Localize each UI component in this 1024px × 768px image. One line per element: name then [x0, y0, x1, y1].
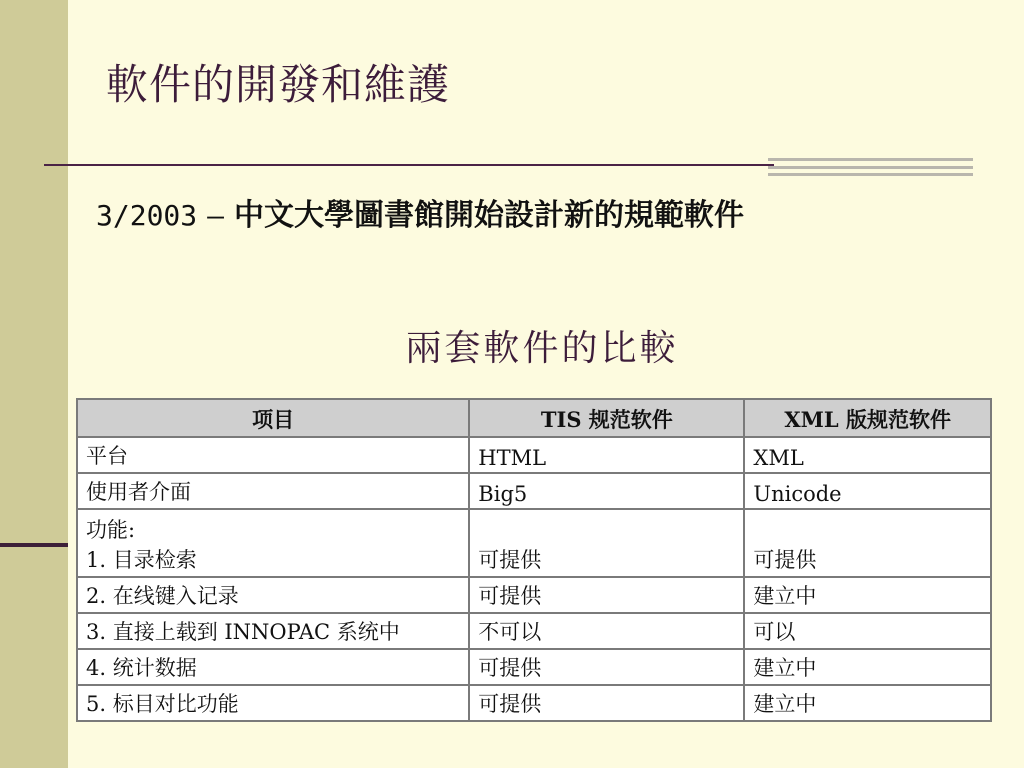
cell-tis: 可提供: [469, 649, 744, 685]
comparison-subtitle: 兩套軟件的比較: [405, 328, 679, 369]
table-row: [77, 437, 991, 473]
cell-item: [77, 509, 469, 577]
cell-item: 平台: [77, 437, 469, 473]
bullet-text: 中文大學圖書館開始設計新的規範軟件: [234, 198, 745, 233]
cell-xml: 可以: [744, 613, 991, 649]
cell-tis: Big5: [469, 473, 744, 509]
cell-tis: 不可以: [469, 613, 744, 649]
cell-item: 5. 标目对比功能: [77, 685, 469, 721]
cell-item: 3. 直接上载到 INNOPAC 系统中: [77, 613, 469, 649]
header-tis: TIS 规范软件: [469, 399, 744, 437]
table-row: [77, 577, 991, 613]
title-divider: [44, 164, 774, 166]
table-row: [77, 509, 991, 577]
bullet-line: [96, 190, 744, 234]
title-divider-accent: [768, 158, 973, 178]
bullet-dash: –: [207, 199, 225, 232]
feature-heading: 功能:: [86, 518, 136, 542]
cell-tis: 可提供: [469, 577, 744, 613]
cell-xml: 建立中: [744, 649, 991, 685]
cell-xml: 可提供: [744, 509, 991, 577]
header-xml: XML 版规范软件: [744, 399, 991, 437]
header-item: 项目: [77, 399, 469, 437]
table-header-row: [77, 399, 991, 437]
table-row: [77, 613, 991, 649]
table-row: [77, 649, 991, 685]
cell-xml: Unicode: [744, 473, 991, 509]
cell-item: 2. 在线键入记录: [77, 577, 469, 613]
cell-xml: 建立中: [744, 685, 991, 721]
cell-item: 使用者介面: [77, 473, 469, 509]
left-decorative-band: [0, 0, 68, 768]
table-row: [77, 473, 991, 509]
cell-tis: 可提供: [469, 509, 744, 577]
cell-tis: 可提供: [469, 685, 744, 721]
cell-xml: 建立中: [744, 577, 991, 613]
table-row: [77, 685, 991, 721]
cell-xml: XML: [744, 437, 991, 473]
comparison-table: [76, 398, 992, 722]
slide-title: 軟件的開發和維護: [106, 60, 451, 109]
left-accent-line: [0, 543, 68, 547]
cell-item: 4. 统计数据: [77, 649, 469, 685]
feature-item: 1. 目录检索: [86, 548, 197, 572]
bullet-date: 3/2003: [96, 199, 198, 232]
cell-tis: HTML: [469, 437, 744, 473]
